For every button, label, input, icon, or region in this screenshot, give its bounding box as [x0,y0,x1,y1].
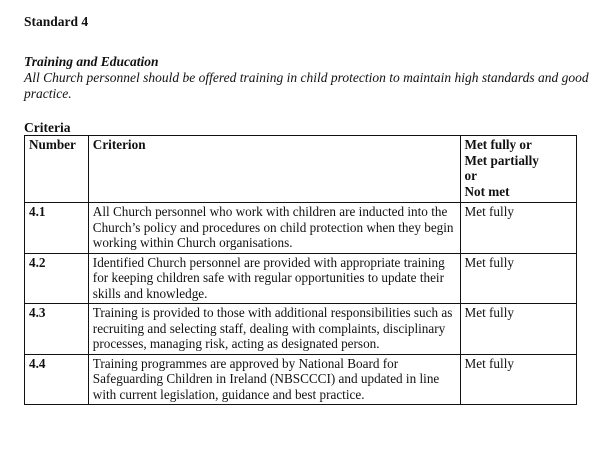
table-row [25,203,577,254]
criterion-status: Met fully [460,203,577,254]
criterion-number: 4.2 [25,253,89,304]
column-header-met [460,136,577,203]
table-header-row [25,136,577,203]
met-header-line: Met partially [464,152,539,168]
met-header-line: or [464,168,477,183]
section-title: Training and Education [24,54,159,69]
criteria-label: Criteria [24,120,71,135]
table-row [25,304,577,355]
criterion-status: Met fully [460,253,577,304]
standard-heading: Standard 4 [24,14,89,29]
criterion-number: 4.1 [25,203,89,254]
column-header-criterion: Criterion [88,136,460,203]
column-header-number: Number [25,136,89,203]
met-header-line: Met fully or [464,137,532,152]
criterion-status: Met fully [460,354,577,405]
table-row [25,253,577,304]
criterion-text: Training programmes are approved by National Board for Safeguarding Children in Ireland (NBSCCCI) and updated in line with current legislation, guidance and best practice. [88,354,460,405]
criteria-table [24,135,577,405]
criterion-number: 4.3 [25,304,89,355]
table-row [25,354,577,405]
criterion-text: Identified Church personnel are provided with appropriate training for keeping children safe with regular opportunities to update their skills and knowledge. [88,253,460,304]
section-description: All Church personnel should be offered training in child protection to maintain high standards and good practice. [24,70,589,101]
criterion-status: Met fully [460,304,577,355]
met-header-line: Not met [464,183,510,199]
criterion-text: All Church personnel who work with children are inducted into the Church’s policy and procedures on child protection when they begin working within Church organisations. [88,203,460,254]
criterion-text: Training is provided to those with additional responsibilities such as recruiting and selecting staff, dealing with complaints, disciplinary processes, managing risk, acting as designated person. [88,304,460,355]
document-page [24,14,589,405]
criterion-number: 4.4 [25,354,89,405]
